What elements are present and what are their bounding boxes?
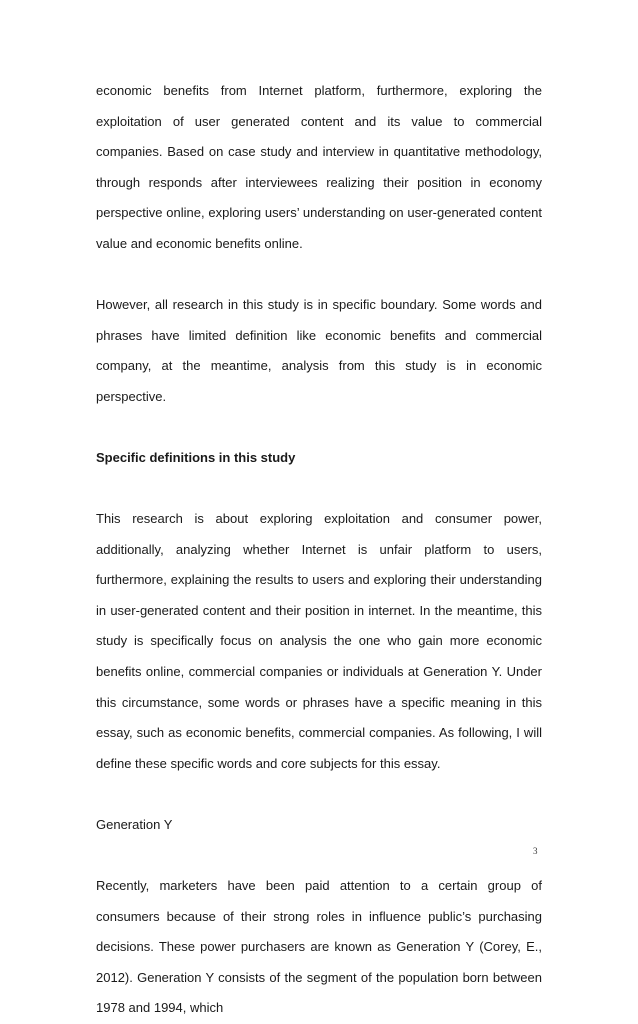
paragraph-spacer [96,412,542,443]
paragraph-boundary: However, all research in this study is in specific boundary. Some words and phrases have limited definition like economic benefits and commercial company, at the meantime, analysis from this study is in economic perspective. [96,297,542,404]
paragraph-spacer [96,840,542,871]
paragraph-research-scope: This research is about exploring exploitation and consumer power, additionally, analyzing whether Internet is unfair platform to users, furthermore, explaining the results to users and exploring their understanding in user-generated content and their position in internet. In the meantime, this study is specifically focus on analysis the one who gain more economic benefits online, commercial companies or individuals at Generation Y. Under this circumstance, some words or phrases have a specific meaning in this essay, such as economic benefits, commercial companies. As following, I will define these specific words and core subjects for this essay. [96,511,542,771]
page-number: 3 [533,846,538,856]
paragraph-intro: economic benefits from Internet platform, furthermore, exploring the exploitation of user generated content and its value to commercial companies. Based on case study and interview in quantitative methodology, through responds after interviewees realizing their position in economy perspective online, exploring users’ understanding on user-generated content value and economic benefits online. [96,83,542,251]
heading-generation-y: Generation Y [96,816,173,832]
paragraph-generation-y: Recently, marketers have been paid attention to a certain group of consumers because of their strong roles in influence public’s purchasing decisions. These power purchasers are known as Generation Y (Corey, E., 2012). Generation Y consists of the segment of the population born between 1978 and 1994, which [96,877,542,1016]
paragraph-spacer [96,260,542,291]
document-body [96,76,542,1024]
paragraph-spacer [96,779,542,810]
paragraph-spacer [96,474,542,505]
heading-specific-definitions: Specific definitions in this study [96,449,296,465]
